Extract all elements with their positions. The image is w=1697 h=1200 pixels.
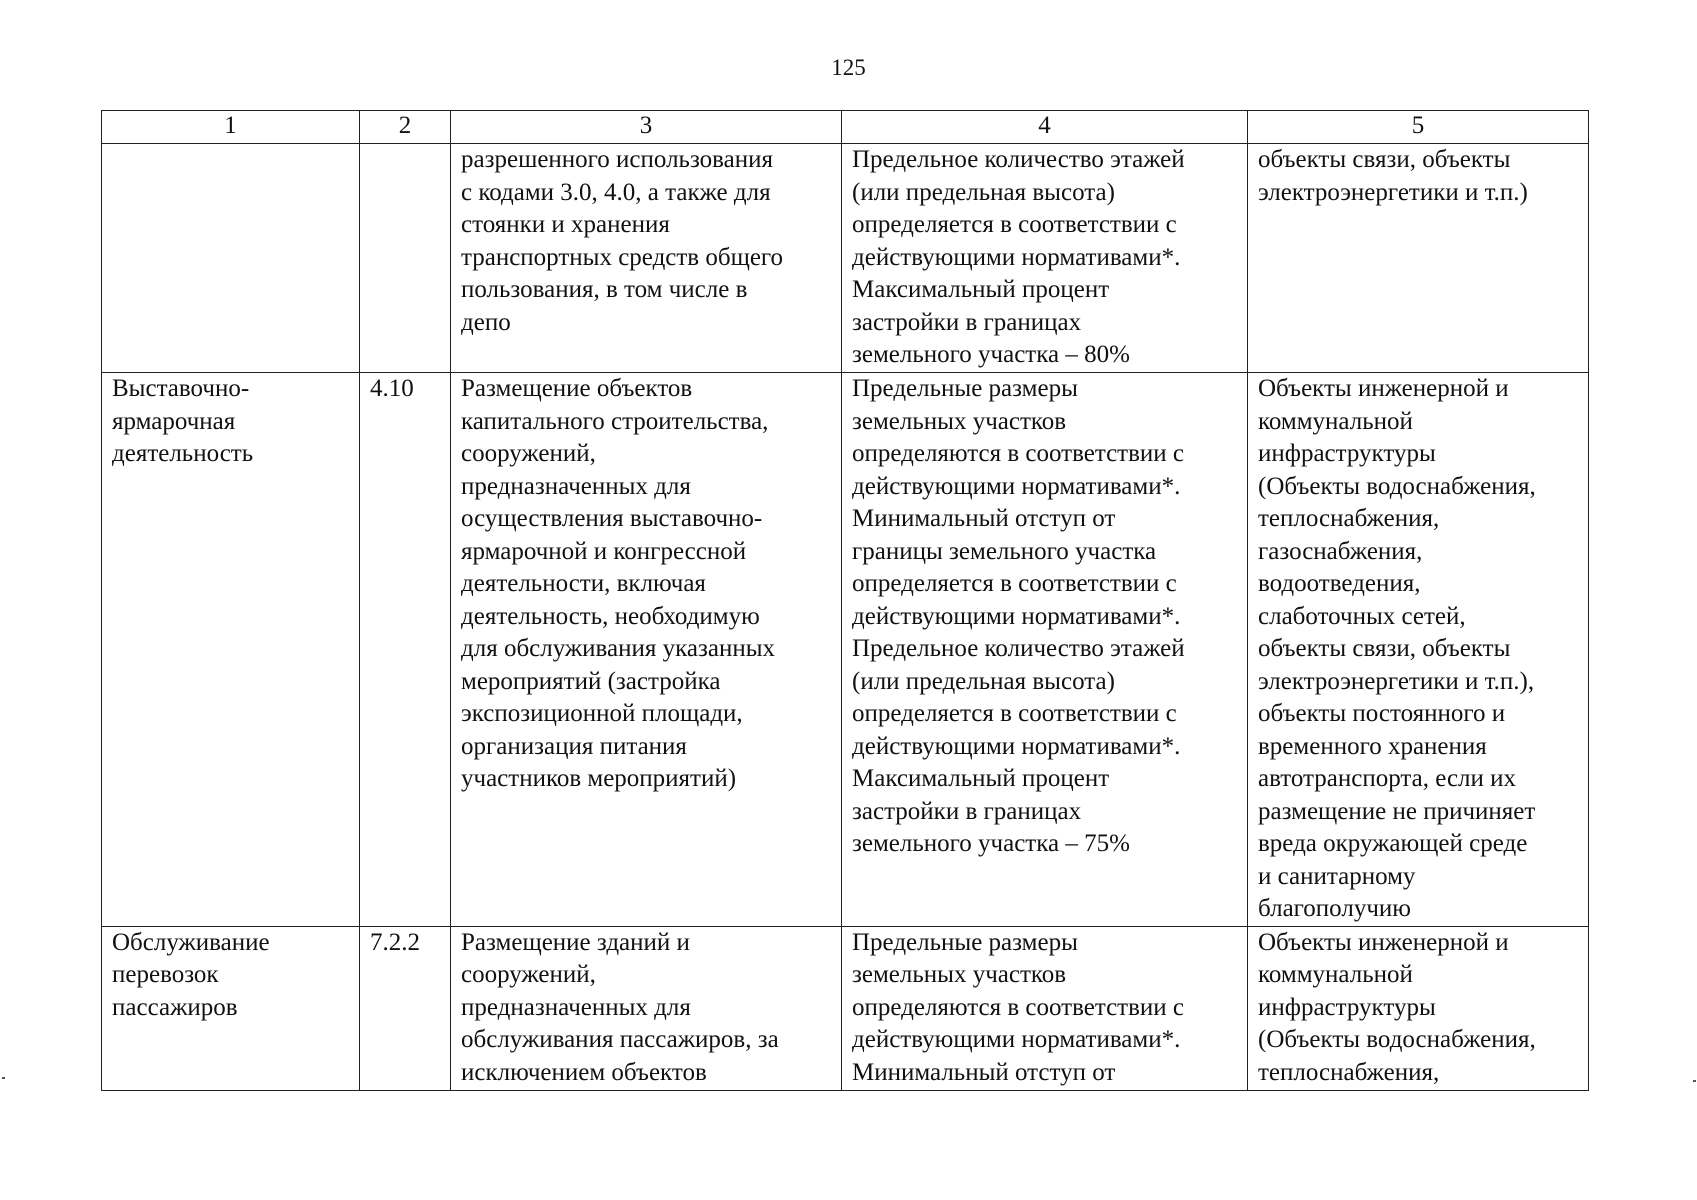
column-header-4: 4 xyxy=(842,111,1248,144)
auxiliary-uses-cell: Объекты инженерной и коммунальной инфраструктуры (Объекты водоснабжения, теплоснабжения, xyxy=(1248,926,1589,1090)
scan-edge-mark-right xyxy=(1693,1080,1696,1082)
use-code-cell: 4.10 xyxy=(360,373,451,927)
header-row xyxy=(102,111,1589,144)
table-row xyxy=(102,373,1589,927)
column-header-1: 1 xyxy=(102,111,360,144)
parameters-cell: Предельные размеры земельных участков определяются в соответствии с действующими нормативами*. Минимальный отступ от xyxy=(842,926,1248,1090)
scan-edge-mark-left xyxy=(2,1077,5,1079)
use-code-cell: 7.2.2 xyxy=(360,926,451,1090)
auxiliary-uses-cell: Объекты инженерной и коммунальной инфраструктуры (Объекты водоснабжения, теплоснабжения, газоснабжения, водоотведения, слаботочных сетей, объекты связи, объекты электроэнергетики и т.п.), объекты постоянного и временного хранения автотранспорта, если их размещение не причиняет вреда окружающей среде и санитарному благополучию xyxy=(1248,373,1589,927)
page-number: 125 xyxy=(831,55,866,80)
auxiliary-uses-cell: объекты связи, объекты электроэнергетики и т.п.) xyxy=(1248,144,1589,373)
use-name-cell: Выставочно- ярмарочная деятельность xyxy=(102,373,360,927)
parameters-cell: Предельные размеры земельных участков определяются в соответствии с действующими нормативами*. Минимальный отступ от границы земельного участка определяется в соответствии с действующими нормативами*. Предельное количество этажей (или предельная высота) определяется в соответствии с действующими нормативами*. Максимальный процент застройки в границах земельного участка – 75% xyxy=(842,373,1248,927)
table-row xyxy=(102,926,1589,1090)
use-name-cell xyxy=(102,144,360,373)
use-code-cell xyxy=(360,144,451,373)
column-header-5: 5 xyxy=(1248,111,1589,144)
use-description-cell: Размещение объектов капитального строительства, сооружений, предназначенных для осуществления выставочно- ярмарочной и конгрессной деятельности, включая деятельность, необходимую для обслуживания указанных мероприятий (застройка экспозиционной площади, организация питания участников мероприятий) xyxy=(451,373,842,927)
use-description-cell: Размещение зданий и сооружений, предназначенных для обслуживания пассажиров, за исключением объектов xyxy=(451,926,842,1090)
column-header-2: 2 xyxy=(360,111,451,144)
use-description-cell: разрешенного использования с кодами 3.0, 4.0, а также для стоянки и хранения транспортных средств общего пользования, в том числе в депо xyxy=(451,144,842,373)
use-name-cell: Обслуживание перевозок пассажиров xyxy=(102,926,360,1090)
zoning-table xyxy=(101,110,1589,1091)
column-header-3: 3 xyxy=(451,111,842,144)
table-row xyxy=(102,144,1589,373)
parameters-cell: Предельное количество этажей (или предельная высота) определяется в соответствии с действующими нормативами*. Максимальный процент застройки в границах земельного участка – 80% xyxy=(842,144,1248,373)
